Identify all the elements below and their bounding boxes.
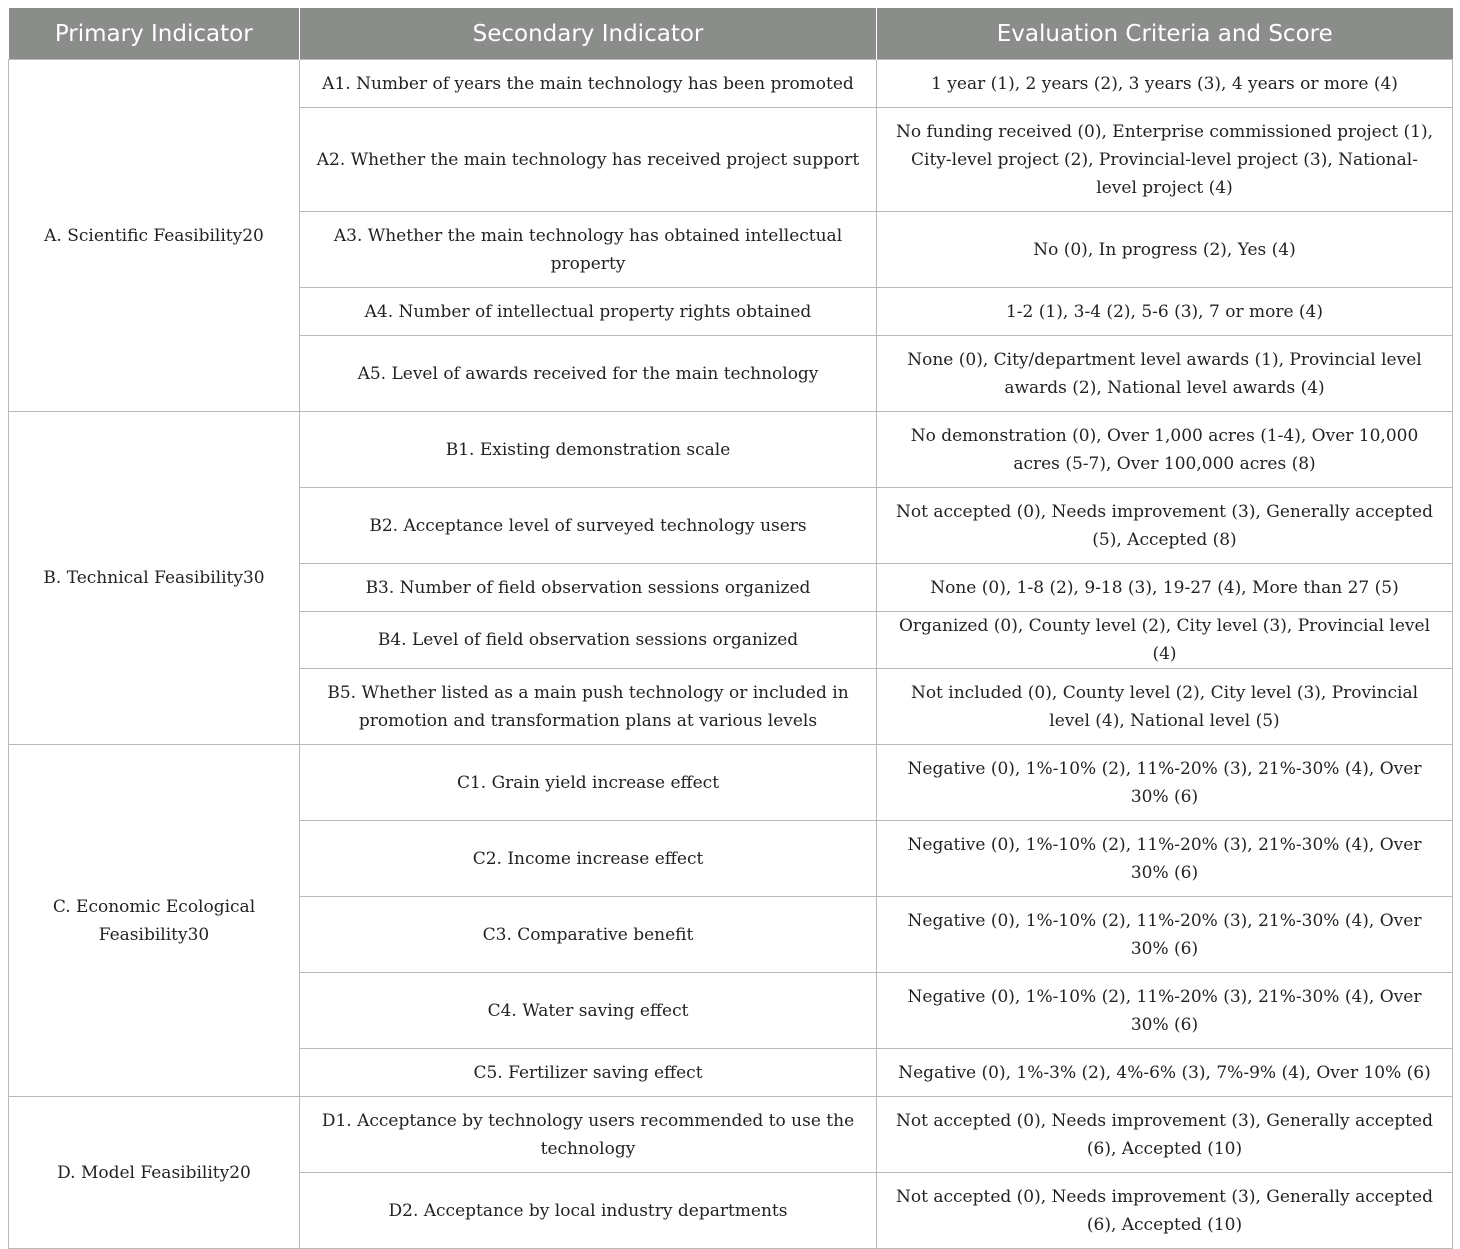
criteria-a5: None (0), City/department level awards (1), Provincial level awards (2), National level awards (4) — [877, 336, 1453, 412]
secondary-indicator-c2: C2. Income increase effect — [300, 821, 877, 897]
secondary-indicator-d2: D2. Acceptance by local industry departments — [300, 1173, 877, 1249]
table-header-row — [9, 8, 1453, 60]
table-row — [9, 745, 1453, 821]
criteria-c2: Negative (0), 1%-10% (2), 11%-20% (3), 21%-30% (4), Over 30% (6) — [877, 821, 1453, 897]
criteria-c3: Negative (0), 1%-10% (2), 11%-20% (3), 21%-30% (4), Over 30% (6) — [877, 897, 1453, 973]
primary-indicator-b: B. Technical Feasibility30 — [9, 412, 300, 745]
secondary-indicator-b5: B5. Whether listed as a main push technology or included in promotion and transformation plans at various levels — [300, 669, 877, 745]
secondary-indicator-c3: C3. Comparative benefit — [300, 897, 877, 973]
criteria-c1: Negative (0), 1%-10% (2), 11%-20% (3), 21%-30% (4), Over 30% (6) — [877, 745, 1453, 821]
criteria-a1: 1 year (1), 2 years (2), 3 years (3), 4 years or more (4) — [877, 60, 1453, 108]
criteria-d2: Not accepted (0), Needs improvement (3), Generally accepted (6), Accepted (10) — [877, 1173, 1453, 1249]
criteria-a3: No (0), In progress (2), Yes (4) — [877, 212, 1453, 288]
criteria-b5: Not included (0), County level (2), City level (3), Provincial level (4), National level (5) — [877, 669, 1453, 745]
primary-indicator-a: A. Scientific Feasibility20 — [9, 60, 300, 412]
table-row — [9, 1097, 1453, 1173]
evaluation-index-table — [8, 8, 1453, 1249]
secondary-indicator-b2: B2. Acceptance level of surveyed technology users — [300, 488, 877, 564]
criteria-b3: None (0), 1-8 (2), 9-18 (3), 19-27 (4), More than 27 (5) — [877, 564, 1453, 612]
criteria-a4: 1-2 (1), 3-4 (2), 5-6 (3), 7 or more (4) — [877, 288, 1453, 336]
criteria-c5: Negative (0), 1%-3% (2), 4%-6% (3), 7%-9% (4), Over 10% (6) — [877, 1049, 1453, 1097]
secondary-indicator-b4: B4. Level of field observation sessions organized — [300, 612, 877, 669]
secondary-indicator-c1: C1. Grain yield increase effect — [300, 745, 877, 821]
table-row — [9, 412, 1453, 488]
secondary-indicator-c5: C5. Fertilizer saving effect — [300, 1049, 877, 1097]
criteria-a2: No funding received (0), Enterprise commissioned project (1), City-level project (2), Provincial-level project (3), National-level project (4) — [877, 108, 1453, 212]
header-evaluation-criteria: Evaluation Criteria and Score — [877, 8, 1453, 60]
header-primary-indicator: Primary Indicator — [9, 8, 300, 60]
secondary-indicator-d1: D1. Acceptance by technology users recommended to use the technology — [300, 1097, 877, 1173]
header-secondary-indicator: Secondary Indicator — [300, 8, 877, 60]
secondary-indicator-b1: B1. Existing demonstration scale — [300, 412, 877, 488]
primary-indicator-c: C. Economic Ecological Feasibility30 — [9, 745, 300, 1097]
criteria-b1: No demonstration (0), Over 1,000 acres (1-4), Over 10,000 acres (5-7), Over 100,000 acres (8) — [877, 412, 1453, 488]
criteria-b4: Organized (0), County level (2), City level (3), Provincial level (4) — [877, 612, 1453, 669]
criteria-d1: Not accepted (0), Needs improvement (3), Generally accepted (6), Accepted (10) — [877, 1097, 1453, 1173]
table-row — [9, 60, 1453, 108]
secondary-indicator-c4: C4. Water saving effect — [300, 973, 877, 1049]
evaluation-table-container — [8, 8, 1452, 1249]
secondary-indicator-a3: A3. Whether the main technology has obtained intellectual property — [300, 212, 877, 288]
criteria-b2: Not accepted (0), Needs improvement (3), Generally accepted (5), Accepted (8) — [877, 488, 1453, 564]
secondary-indicator-a1: A1. Number of years the main technology has been promoted — [300, 60, 877, 108]
secondary-indicator-b3: B3. Number of field observation sessions organized — [300, 564, 877, 612]
primary-indicator-d: D. Model Feasibility20 — [9, 1097, 300, 1249]
secondary-indicator-a5: A5. Level of awards received for the main technology — [300, 336, 877, 412]
secondary-indicator-a2: A2. Whether the main technology has received project support — [300, 108, 877, 212]
secondary-indicator-a4: A4. Number of intellectual property rights obtained — [300, 288, 877, 336]
criteria-c4: Negative (0), 1%-10% (2), 11%-20% (3), 21%-30% (4), Over 30% (6) — [877, 973, 1453, 1049]
